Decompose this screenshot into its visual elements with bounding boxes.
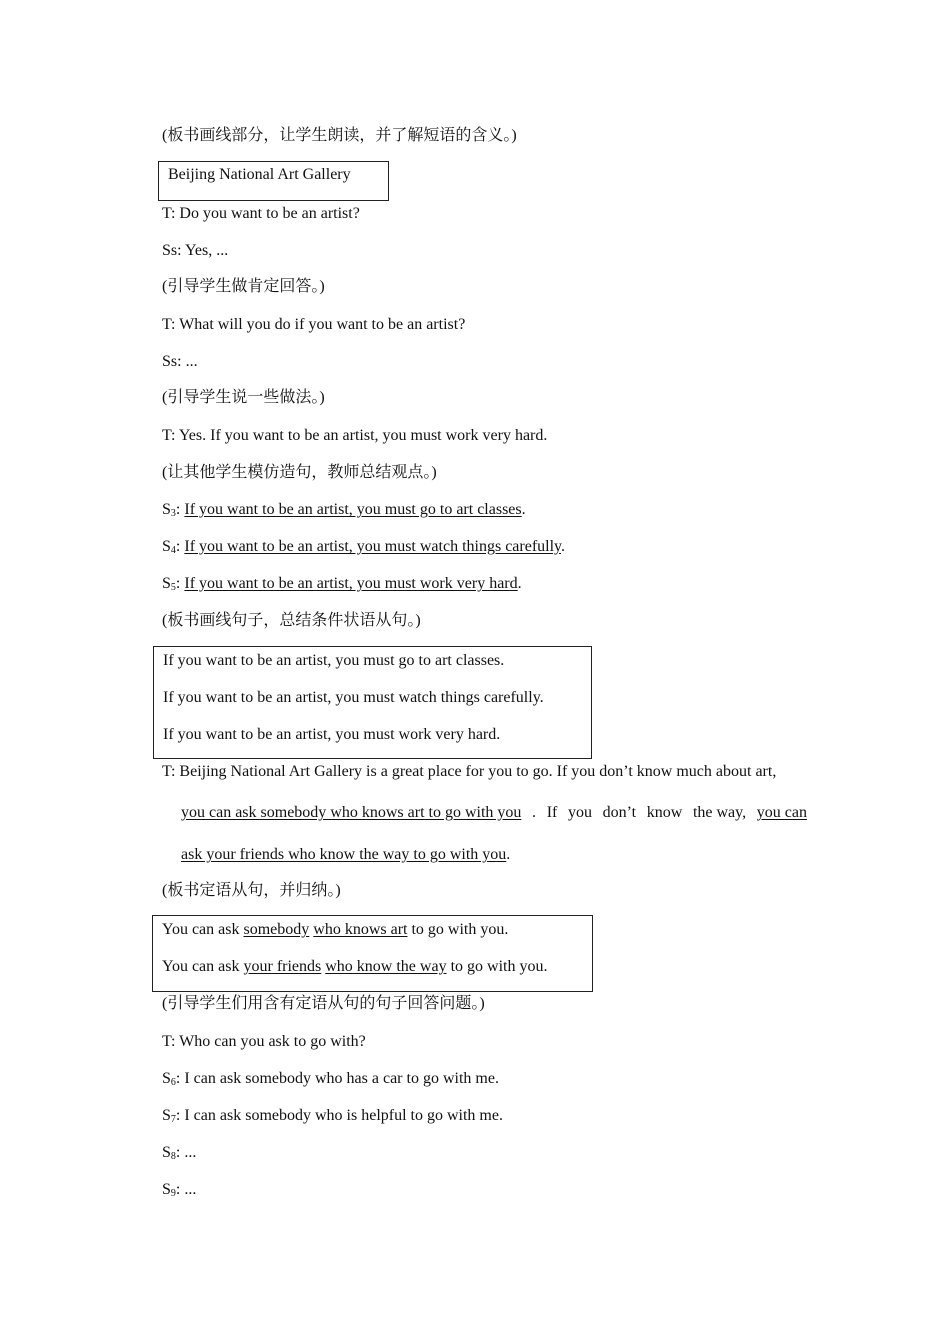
box-sentence: If you want to be an artist, you must go to art classes.: [163, 652, 505, 669]
title-box: [158, 161, 389, 201]
note-line: (让其他学生模仿造句，教师总结观点。): [162, 464, 437, 481]
student-line: $S_4$: If you want to be an artist, you must watch things carefully.: [162, 538, 566, 556]
student-line: $S_8$: ...: [162, 1144, 197, 1162]
note-line: (引导学生说一些做法。): [162, 389, 325, 406]
clause-box: [152, 915, 593, 992]
dialogue-line: T: Do you want to be an artist?: [162, 205, 360, 222]
dialogue-line: T: Who can you ask to go with?: [162, 1033, 366, 1050]
student-line: $S_6$: I can ask somebody who has a car to go with me.: [162, 1070, 499, 1088]
underlined-sentence: If you want to be an artist, you must work very hard: [184, 575, 518, 592]
dialogue-line: T: Yes. If you want to be an artist, you must work very hard.: [162, 427, 548, 444]
student-line: $S_9$: ...: [162, 1181, 197, 1199]
student-line: $S_5$: If you want to be an artist, you must work very hard.: [162, 575, 522, 593]
box-sentence: You can ask somebody who knows art to go with you.: [162, 921, 509, 938]
note-line: (板书画线句子，总结条件状语从句。): [162, 612, 421, 629]
underlined-sentence: If you want to be an artist, you must watch things carefully: [184, 538, 562, 555]
paragraph-line: T: Beijing National Art Gallery is a great place for you to go. If you don’t know much about art,: [162, 763, 777, 780]
underlined-sentence: If you want to be an artist, you must go to art classes: [184, 501, 522, 518]
dialogue-line: T: What will you do if you want to be an artist?: [162, 316, 466, 333]
note-line: (板书画线部分，让学生朗读，并了解短语的含义。): [162, 127, 517, 144]
dialogue-line: Ss: ...: [162, 353, 198, 370]
paragraph-line: ask your friends who know the way to go with you.: [181, 846, 511, 863]
sentence-box: [153, 646, 592, 759]
note-line: (板书定语从句，并归纳。): [162, 882, 341, 899]
note-line: (引导学生们用含有定语从句的句子回答问题。): [162, 995, 485, 1012]
note-line: (引导学生做肯定回答。): [162, 278, 325, 295]
box-sentence: If you want to be an artist, you must work very hard.: [163, 726, 501, 743]
gallery-title: Beijing National Art Gallery: [168, 166, 351, 183]
dialogue-line: Ss: Yes, ...: [162, 242, 229, 259]
paragraph-line: you can ask somebody who knows art to go with you . If you don’t know the way, you can: [181, 804, 807, 821]
box-sentence: If you want to be an artist, you must watch things carefully.: [163, 689, 544, 706]
box-sentence: You can ask your friends who know the way to go with you.: [162, 958, 548, 975]
student-line: $S_3$: If you want to be an artist, you must go to art classes.: [162, 501, 526, 519]
student-line: $S_7$: I can ask somebody who is helpful to go with me.: [162, 1107, 503, 1125]
